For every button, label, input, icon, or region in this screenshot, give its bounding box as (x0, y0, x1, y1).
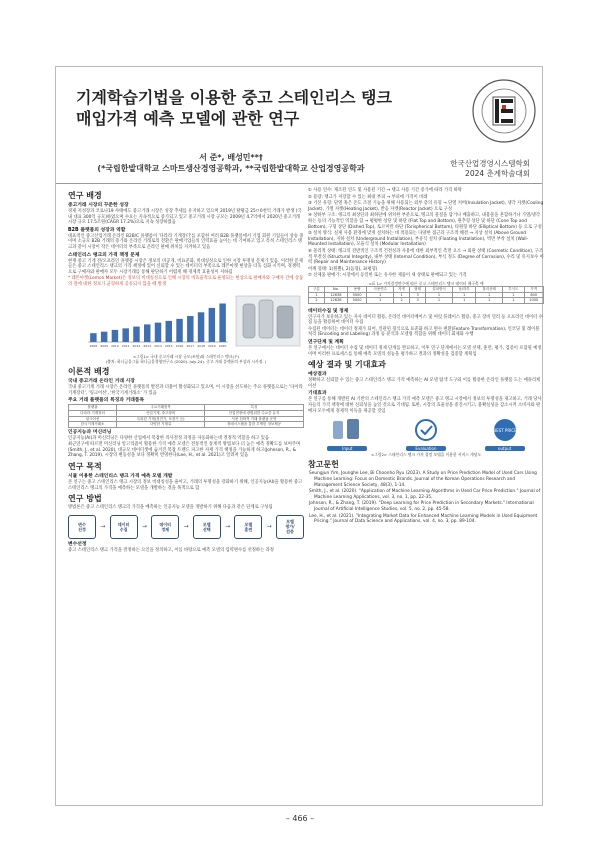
evaluation-label: Evaluation (406, 446, 446, 452)
table-header: 용량 (347, 286, 366, 292)
output-label: output (485, 446, 525, 452)
section-title: 예상 결과 및 기대효과 (308, 360, 386, 370)
variable-item: ① 사용 연수: 제조된 연도 및 사용된 기간 → 탱크 사용 기간 증가에 따라 가격 하락 (308, 188, 462, 193)
arrow-right-icon: → (225, 523, 231, 531)
subsection-title: B2B 플랫폼의 성장과 역할 (68, 227, 126, 233)
table-cell: 2 (394, 298, 410, 304)
table-cell: 1 (367, 292, 394, 298)
x-tick-label: 2014 (154, 343, 162, 348)
x-tick-label: 2018 (197, 343, 205, 348)
paragraph: 현재 중고 기계 전/오프라인 플랫폼 시장은 정보의 비공개, 비표준화, 비대칭성으로 인한 시장 투명성 문제가 있음. 이러한 문제들은 중고 스테인리스 탱크의 가격 책정에 있어 신뢰할 수 있는 데이터의 부족으로 레몬마켓 현상을 더욱 심화 시키며, 경쟁력으로 구매자와 판매자 모두 시장거래를 통해 판단하기 어렵게 해 경제적 효율성이 저하됨 (68, 258, 303, 275)
paragraph: 본 연구를 통해 개발된 AI 기반의 스테인리스 탱크 가격 예측 모델은 중고 탱크 시장에서 정보의 투명성을 제고하고, 거래 당사자들의 가격 책정에 대한 신뢰성을 높일 것으로 기대됨. 또한, 시장의 효율성을 증진시키고, 불확실성을 감소시켜 소비자와 판매자 모두에게 경제적 이득을 제공할 것임 (308, 397, 542, 414)
flow-step: 모델 훈련 (234, 515, 262, 539)
table-header: 부식도 (503, 286, 524, 292)
bar (219, 303, 225, 342)
subsection-title: 국내 중고거래 온라인 거래 시장 (68, 379, 135, 385)
table-cell: 1 (426, 298, 453, 304)
bar (187, 316, 193, 342)
paragraph: 인공지능(AI)과 머신러닝은 다양한 산업에서 복잡한 의사결정 과정을 자동화하는데 결정적 역할을 하고 있음 (68, 435, 270, 441)
output-block (485, 417, 525, 451)
x-tick-label: 2016 (175, 343, 184, 348)
subsection-title: 중고거래 시장의 꾸준한 성장 (68, 203, 129, 208)
table-row (309, 298, 544, 304)
subsection-title: 스테인리스 탱크의 가격 책정 문제 (68, 252, 140, 258)
x-tick-label: 2019 (208, 343, 216, 348)
table-header: 자켓 (394, 286, 410, 292)
method-flow (68, 515, 304, 539)
variable-item: ⑥ 물리적 상태: 탱크의 전반적인 구조적 건전성과 사용에 대한 외부적인 측면 요소 → 외관 상태 (Cosmetic Condition), 구조적 무결성 (Structural Integrity), 내부 상태 (Internal Condition), 부식 정도 (Degree of Corrosion), 수리 및 유지보수 이력 (Repair and Maintenance History) (308, 248, 544, 266)
x-tick-label: 2017 (186, 343, 195, 348)
bar (122, 328, 128, 342)
arrow-right-icon: → (100, 523, 106, 531)
left-column (68, 188, 304, 554)
bar (133, 326, 139, 341)
paragraph: 수집된 데이터는 데이터 정제가 되어, 일관된 형식으로 표준화 하고 변수 변환(Feature Transformation), 인코딩 및 레이블 처리 (Encoding and Labeling) 과정 등 분석과 모델링 적합을 위해 데이터 회제화 수행 (308, 326, 540, 338)
table-caption: <표 1> 가격결정변수에 따른 중고 스테인리스 탱크 데이터 매구축 예 (368, 280, 484, 286)
variable-list (308, 188, 544, 279)
section-title: 연구 목적 (68, 462, 102, 472)
flow-step: 데이터 정제 (151, 515, 179, 539)
table-cell: 경매시스템을 통한 투명한 정보제공 (205, 422, 304, 428)
input-block (327, 417, 367, 451)
subsection-title: 예상결과 (308, 372, 327, 378)
table-header: 설치방식 (426, 286, 453, 292)
authors: 서 준*, 배성민**† (*국립한밭대학교 스마트생산경영공학과, **국립한밭대학교 산업경영공학과 (97, 153, 365, 173)
paragraph: 국내 중고기계 거래 시장은 온라인 플랫폼의 발전과 더불어 활성화되고 있으며, 이 시장을 선도하는 주요 플랫폼으로는 '다이라 기계장터', '링크어선', '한국기계거래소' 가 있음 (68, 385, 303, 396)
x-tick-label: 2009 (100, 343, 108, 348)
input-label: Input (327, 446, 367, 452)
table-cell: 한국기계거래소 (69, 422, 117, 428)
table-header: 구분 (309, 286, 325, 292)
table-header: 형태 (410, 286, 426, 292)
tank-photos (236, 296, 300, 346)
bar (101, 331, 107, 341)
variable-item: ⑤ 설치 방식: 실제 사용 환경에 맞게 설치하는 데 적용되는 다양한 접근과 구조적 해결 → 지상 설치 (Above Ground Installation), 지하 설치 (Underground Installation), 부유식 설치 (Floating Installation), 벽면 부착 설치 (Wall-Mounted Installation), 모듈식 설치 (Modular Installation) (308, 231, 529, 248)
bar (176, 318, 182, 341)
figure-caption: <그림2> 스테인리스 탱크 가격 결정 모델을 이용한 서비스 개념도 (370, 452, 482, 458)
table-header: 플랫폼 (69, 405, 117, 411)
table-header: 상/하부 (452, 286, 475, 292)
paragraph: 연구자가 보유하고 있는 자사 데이터 활용, 온라인 데이터베이스 및 여럿 플레이스 활용, 중고 장비 딜러 등 오프라인 데이터 수집 등을 활용하여 데이터 수집 (308, 314, 543, 326)
x-tick-label: 2011 (121, 343, 130, 348)
table-cell: 산업기계, 중고장비 (117, 410, 205, 416)
section-title: 참고문헌 (308, 460, 339, 470)
bar (90, 333, 96, 342)
table-cell: 1000 (524, 298, 543, 304)
bar (209, 307, 215, 341)
paragraph: 본 연구에서는 데이터 수집 및 데이터 정제 단계를 완료하고, 이후 연구 단계에서는 모델 선택, 훈련, 평가, 검증이 포함될 예정이며 이러한 프로세스를 통해 예측 모델의 성능을 평가하고 결과의 정확성을 검증할 계획임 (308, 346, 542, 357)
arrow-right-icon: → (141, 523, 147, 531)
poster-title: 기계학습기법을 이용한 중고 스테인리스 탱크 매입가격 예측 모델에 관한 연구 (76, 88, 392, 128)
table-cell: 2 (309, 298, 325, 304)
flow-step: 모델 평가/ 검증 (276, 515, 304, 539)
table-cell: 12636 (324, 298, 347, 304)
right-column (308, 188, 544, 526)
variable-item: ③ 기본 유형: 단열 혹은 온도 조절 기능을 위해 사용되는 외부 층의 유형 → 단열 커버(Insulation Jacket), 냉각 자켓(Cooling Jacket), 가열 자켓(Heating Jacket), 반응 자켓(Reactor Jacket) 으로 구성 (308, 201, 544, 212)
data-table (308, 286, 544, 304)
table-cell: 링크어선 (69, 416, 117, 422)
conference-name: 한국산업경영시스템학회 2024 춘계학술대회 (450, 159, 530, 178)
table-cell: 1 (503, 292, 524, 298)
table-cell: 5000 (347, 298, 366, 304)
subsection-title: 기대효과 (308, 391, 327, 397)
bar (198, 312, 204, 342)
figure-caption: <그림1> 국내 중고거래 시장 규모(조원)와 스테인리스 탱크(우) (132, 354, 240, 360)
table-cell: 1 (476, 292, 503, 298)
paragraph: 대표적인 중고산업거래 온라인 B2B/C 플랫폼이 '다라라 기계장터'를 포함한 여러 B2B 플랫폼에서 기업 회원 기업들이 상승 중이며 소규모 B2B 거래의 증가와 온라인 거래로의 전환은 판매기업들의 인력효율 높이는 데 기여하고 있고 특히 스테인리스 탱크과 같이 시장이 작은 데이터의 부족으로 온라인 판매 위치를 지켜하고 있음 (68, 233, 304, 250)
table-cell: 다양한 기계류 (117, 422, 205, 428)
paragraph: 정확하고 신뢰할 수 있는 중고 스테인리스 탱크 가격 예측하는 AI 모델 탐색 도구와 이를 활용한 온라인 플랫폼 도는 애플리케이션 (308, 378, 541, 389)
x-tick-label: 2015 (164, 343, 173, 348)
table-cell: 1 (426, 292, 453, 298)
society-logo (471, 75, 537, 149)
table-header: 특징 (205, 405, 304, 411)
table-cell: 1 (394, 292, 410, 298)
x-tick-label: 2012 (132, 343, 141, 348)
reference-item: Seungjun Yim, Jounghe Lee, Bi Choonho Ryu (2023). A Study on Price Prediction Model of Used Cars Using Machine Learning: Focus on Domestic Brands. Journal of the Korean Operations Research and Management Science Society, 48(3), 1-14. (309, 471, 537, 488)
arrow-right-icon: → (266, 523, 272, 531)
table-header: 사용연수 (367, 286, 394, 292)
figure-source: (출처: 하나금융그룹 하나금융경영연구소 (2020). July 24). 중고 거래 플랫폼의 부상과 시사점. ) (105, 359, 267, 365)
table-cell: 1 (476, 298, 503, 304)
paragraph: 경제 저성장과 코로나19 사태에도 중고거래 시장은 성장 추세를 유지하고 있으며 2019년 탈황금 25ㅁ0천억 거래가 발생 (국내 대표 300억 규모)하였으며 수요는 지속적으로 증가되고 있고 중고거래 시장 규모는 2009년 4.7억에서 2020년 중고거래 시장 규모 17.5조원(CAGR 17.2%)으로 지속 성장하였음 (68, 209, 302, 226)
badge-text: BEST PRICE (493, 428, 517, 434)
table-cell: 12636 (324, 292, 347, 298)
bar (112, 329, 118, 341)
evaluation-block (406, 417, 446, 451)
tank-icon (327, 417, 367, 443)
market-bar-chart (68, 290, 304, 352)
footnote: * 레몬마켓(Lemon Market)은 정보의 비대칭성으로 인해 시장의 비효율적으로 운영되는 현상으로 판매자와 구매자 간에 상품의 질에 대한 정보가 균형하게 공유되지 않을 때 발생 (68, 276, 304, 287)
best-price-badge-icon (485, 417, 525, 443)
bar (144, 324, 150, 342)
section-title: 연구 배경 (68, 191, 102, 200)
paragraph: 최근연구에 따르면 머신러닝 알고리즘이 활용한 가격 예측 모델은 전통적인 통계적 방법보다 더 높은 예측 정확도를 보여주며(Smith, J., et al. 2020), 대규모 데이터셋에 숨겨진 복잡 트렌드 파고한 자재 가격 책정을 가능하게 하고(Johnson, R., & Zhang, T. 2019), 시장의 변동성을 보다 정확히 반영한다(Lee, H., et al. 2021)고 알려져 있음 (68, 442, 301, 459)
table-cell: 산업현장에 광범위한 수요층 유지 (205, 410, 304, 416)
paragraph: 본 연구는 중고 스테인리스 탱크 시장의 정보 비대칭성을 줄이고, 거래의 투명성을 강화하기 위해, 인공지능(AI)을 활용한 중고 스테인리스 탱크의 가격을 예측하는 모델을 개발하는 것을 목적으로 함 (68, 480, 303, 491)
variable-item: 어깨 형태: 1(원뿔), 2(돔형), 3(평형) (308, 266, 378, 272)
evaluation-icon (406, 417, 446, 443)
reference-list (308, 471, 544, 524)
table-cell: 다라라 기계장터 (69, 410, 117, 416)
variable-item: ⑦ 신제품 판매가: 시장에서 동일한 또는 유사한 제품이 새 상태로 판매되고 있는 가격 (308, 273, 467, 279)
table-cell: 1 (452, 298, 475, 304)
table-cell: 1 (452, 292, 475, 298)
table-cell: 1 (503, 298, 524, 304)
table-cell: 1 (367, 298, 394, 304)
bar (155, 322, 161, 341)
x-tick-label: 2013 (143, 343, 152, 348)
table-header: 주요거래품목 (117, 405, 205, 411)
table-cell: 특화된 기계(정전기, 포장기 등) (117, 416, 205, 422)
paragraph: 방법론은 중고 스테인리스 탱크의 가격을 예측하는 인공지능 모델을 개발하기 위해 다음과 같은 단계로 구성됨 (68, 505, 273, 511)
reference-item: Smith, J., et al. (2020). "Application of Machine Learning Algorithms in Used Car Price Prediction." Journal of Machine Learning Applications, vol. 3, no. 1, pp. 22-35. (309, 489, 541, 500)
table-header: 가격 (524, 286, 543, 292)
service-diagram (308, 417, 544, 451)
subsection-title: 인공지능과 머신러닝 (68, 429, 112, 435)
bar (166, 320, 172, 341)
x-tick-label: 2008 (89, 343, 98, 348)
poster (55, 66, 543, 806)
flow-step: 모델 선택 (193, 515, 221, 539)
reference-item: Lee, H., et al. (2021). "Integrating Market Data for Enhanced Machine Learning Models in Used Equipment Pricing." Journal of Data Science and Applications, vol. 4, no. 3, pp. 89-104. (309, 513, 538, 525)
table-header: No. (324, 286, 347, 292)
table-cell: 5000 (347, 292, 366, 298)
variable-item: ④ 상하부 구조: 탱크의 최상단과 최하단에 위치한 부분으로, 탱크의 물질을 담거나 배출하고, 내용물을 혼합하거나 가열/냉각하는 등의 기능적인 역할을 함 → 평평한 상단 및 하단 (Flat Top and Bottom), 원추형 상단 및 하단 (Cone Top and Bottom), 구형 상단 (Dished Top), 토르미칼 하단 (Torispherical Bottom), 타원형 하단 (Elliptical Bottom) 등 으로 구성 (308, 213, 542, 230)
subsection-title: 주요 거래 플랫폼의 특징과 거래품목 (68, 398, 145, 404)
platform-table (68, 404, 304, 427)
table-header: 물리상태 (476, 286, 503, 292)
market-chart (68, 290, 304, 365)
flow-step: 데이터 수집 (110, 515, 138, 539)
table-cell: 800 (524, 292, 543, 298)
subsection-title: 시뮬 이용한 스테인리스 탱크 가격 예측 모델 개발 (68, 474, 173, 480)
arrow-right-icon: → (183, 523, 189, 531)
table-row (69, 422, 304, 428)
reference-item: Johnson, R., & Zhang, T. (2019). "Deep Learning for Price Prediction in Secondary Markets." International Journal of Artificial Intelligence Studies, vol. 5, no. 2, pp. 45-58. (309, 501, 534, 512)
header-divider (56, 183, 542, 184)
variable-item: ② 용량: 탱크가 저장할 수 있는 최대 부피 → 부피에 가격이 비례 (308, 194, 428, 200)
table-cell: 3 (410, 292, 426, 298)
x-tick-label: 2020 (218, 343, 227, 348)
paragraph: 중고 스테인리스 탱크 가격을 결정하는 요인을 정의하고, 이를 바탕으로 예측 모델의 입력변수를 선정하는 과정 (68, 547, 274, 553)
x-tick-label: 2010 (111, 343, 119, 348)
subsection-title: 데이터수집 및 정제 (308, 308, 349, 314)
section-title: 이론적 배경 (68, 367, 110, 377)
table-cell: 1 (309, 292, 325, 298)
table-cell: 사용 친화적 거래 플랫폼 운영 (205, 416, 304, 422)
subsection-title: 변수선정 (68, 541, 87, 547)
flow-step: 변수 선정 (68, 515, 96, 539)
page-number: – 466 – (285, 814, 315, 823)
table-cell: 3 (410, 298, 426, 304)
subsection-title: 연구단계 및 계획 (308, 340, 344, 346)
section-title: 연구 방법 (68, 494, 102, 504)
